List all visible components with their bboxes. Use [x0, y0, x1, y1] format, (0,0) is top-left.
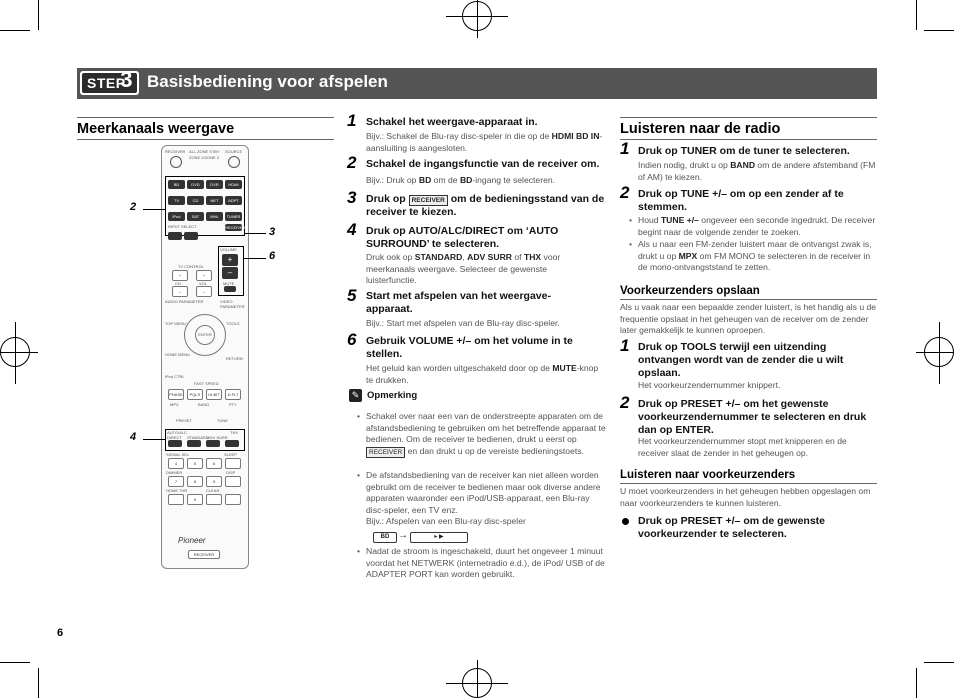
step-4-title: Druk op AUTO/ALC/DIRECT om ‘AUTO SURROUND’ te selecteren. — [366, 225, 559, 250]
remote-btn-tv: TV — [168, 196, 185, 205]
radio-step-2-title: Druk op TUNE +/– om op een zender af te stemmen. — [638, 188, 844, 213]
radio-step-2-bullet-1: Houd TUNE +/– ongeveer een seconde ingedrukt. De receiver begint naar de volgende zender te zoeken. — [638, 215, 876, 237]
remote-btn-tuner: TUNER — [226, 214, 241, 219]
step-2-title: Schakel de ingangsfunctie van de receiver om. — [366, 158, 600, 170]
volume-up-icon: + — [222, 254, 238, 266]
step-1-number: 1 — [347, 111, 357, 130]
remote-label-pty: PTY — [229, 402, 237, 407]
page-title: Basisbediening voor afspelen — [147, 72, 388, 91]
preset-step-1-body: Het voorkeurzendernummer knippert. — [638, 380, 781, 390]
auto-alc-button-icon — [168, 440, 182, 447]
step-word: STEP — [87, 75, 126, 91]
remote-label-disp: DISP — [226, 470, 236, 475]
preset-step-2-number: 2 — [620, 393, 630, 412]
standard-button-icon — [187, 440, 201, 447]
listen-presets-step: Druk op PRESET +/– om de gewenste voorkeurzender te selecteren. — [638, 515, 826, 540]
input-right-icon — [184, 232, 198, 240]
disp-icon — [225, 476, 241, 487]
note-2-example: Bijv.: Afspelen van een Blu-ray disc-speler — [366, 516, 526, 526]
radio-step-2-number: 2 — [620, 183, 630, 202]
enter-small-icon — [225, 494, 241, 505]
remote-label-all-zone: ALL ZONE STBY — [189, 149, 220, 154]
num-9-icon: 9 — [206, 476, 222, 487]
remote-label-dimmer: DIMMER — [166, 470, 183, 475]
remote-label-vol: VOL — [199, 281, 208, 286]
ch-down-icon: – — [172, 286, 188, 297]
num-7-icon: 7 — [168, 476, 184, 487]
step-5-title: Start met afspelen van het weergave-apparaat. — [366, 290, 551, 315]
receiver-key-icon: RECEIVER — [409, 195, 448, 206]
remote-btn-mhl: MHL — [206, 212, 223, 221]
remote-label-signal-sel: SIGNAL SEL — [166, 452, 190, 457]
step-2-body: Bijv.: Druk op BD om de BD-ingang te selecteren. — [366, 175, 556, 185]
step-5-number: 5 — [347, 286, 357, 305]
step-4-number: 4 — [347, 220, 357, 239]
mute-icon — [224, 286, 236, 292]
pioneer-logo: Pioneer — [178, 536, 206, 545]
remote-label-receiver: RECEIVER — [165, 149, 186, 154]
example-play-key-icon: ▸ ▶ — [410, 532, 468, 543]
step-3-number: 3 — [347, 188, 357, 207]
remote-btn-dvr: DVR — [206, 180, 223, 189]
step-3-title: Druk op RECEIVER om de bedieningsstand van de receiver te kiezen. — [366, 193, 605, 218]
adv-surr-button-icon — [206, 440, 220, 447]
remote-btn-hdmi: HDMI — [225, 180, 242, 189]
remote-btn-adpt: ADPT — [225, 196, 242, 205]
note-title: Opmerking — [367, 390, 418, 401]
example-bd-key-icon: BD — [373, 532, 397, 543]
preset-step-2-body: Het voorkeurzendernummer stopt met knipperen en de receiver slaat de zender in het geheugen op. — [638, 436, 847, 458]
preset-step-1-title: Druk op TOOLS terwijl een uitzending ontvangen wordt van de zender die u wilt opslaan. — [638, 341, 844, 379]
multichannel-heading: Meerkanaals weergave — [77, 121, 235, 137]
volume-down-icon: – — [222, 267, 238, 279]
remote-btn-net: NET — [206, 196, 223, 205]
remote-label-ch: CH — [175, 281, 181, 286]
step-6-body: Het geluid kan worden uitgeschakeld door op de MUTE-knop te drukken. — [366, 363, 599, 385]
num-6-icon: 6 — [206, 458, 222, 469]
enter-icon: ENTER — [195, 325, 215, 345]
remote-label-source: SOURCE — [225, 149, 243, 154]
radio-heading: Luisteren naar de radio — [620, 121, 781, 137]
power-icon — [170, 156, 182, 168]
clear-icon — [206, 494, 222, 505]
radio-step-1-number: 1 — [620, 139, 630, 158]
step-2-number: 2 — [347, 153, 357, 172]
remote-label-clear: CLEAR — [206, 488, 220, 493]
remote-label-return: RETURN — [226, 356, 243, 361]
remote-label-home-thr: HOME THR — [166, 488, 188, 493]
remote-label-band: BAND — [198, 402, 210, 407]
num-4-icon: 4 — [168, 458, 184, 469]
remote-btn-phase: PHASE — [168, 389, 184, 400]
remote-label-standard: STANDARD — [187, 435, 209, 440]
radio-step-1-title: Druk op TUNER om de tuner te selecteren. — [638, 145, 850, 157]
presets-heading: Voorkeurzenders opslaan — [620, 285, 760, 297]
preset-step-2-title: Druk op PRESET +/– om het gewenste voorkeurzendernummer te selecteren en druk dan op ENTER. — [638, 398, 867, 436]
callout-3: 3 — [269, 226, 276, 238]
remote-btn-bd: BD — [168, 180, 185, 189]
remote-btn-receiver-bottom: RECEIVER — [188, 550, 220, 559]
header-bar — [77, 68, 877, 99]
radio-step-1-body: Indien nodig, drukt u op BAND om de andere afstemband (FM of AM) te kiezen. — [638, 160, 876, 182]
remote-label-fast-speed: FAST SPEED — [194, 381, 219, 386]
remote-control-illustration — [161, 145, 249, 569]
note-1: Schakel over naar een van de onderstreepte apparaten om de afstandsbediening te gebruiken om het betreffende apparaat te bedienen. Om de receiver te bedienen, drukt u eerst op RECEIVER en dan drukt u op de vereiste bedieningstoets. — [366, 411, 606, 456]
step-4-body: Druk ook op STANDARD, ADV SURR of THX voor meerkanaals weergave. Selecteer de gewenste luisterfunctie. — [366, 252, 561, 285]
remote-label-tune: TUNE — [217, 418, 228, 423]
step-6-title: Gebruik VOLUME +/– om het volume in te stellen. — [366, 335, 573, 360]
remote-label-mute: MUTE — [223, 281, 235, 286]
remote-label-audio-param: AUDIO PARAMETER — [165, 299, 204, 304]
note-pencil-icon: ✎ — [349, 389, 362, 402]
remote-btn-receiver: RECEIVER — [225, 225, 246, 230]
remote-btn-pqls: PQLS — [187, 389, 203, 400]
presets-body: Als u vaak naar een bepaalde zender luistert, is het handig als u de frequentie opslaat in het geheugen van de receiver om de zender later gemakkelijk te kunnen oproepen. — [620, 302, 877, 335]
remote-label-tv-control: TV CONTROL — [178, 264, 204, 269]
dimmer-icon — [225, 458, 241, 469]
source-power-icon — [228, 156, 240, 168]
input-left-icon — [168, 232, 182, 240]
remote-label-top-menu: TOP MENU — [165, 321, 186, 326]
remote-label-home-menu: HOME MENU — [165, 352, 190, 357]
remote-label-ipod-ctrl: iPod CTRL — [165, 374, 185, 379]
remote-label-auto-alc: AUTO/ALC DIRECT — [167, 430, 187, 440]
example-arrow-icon: → — [398, 530, 408, 541]
step-number: 3 — [120, 67, 133, 92]
preset-step-1-number: 1 — [620, 336, 630, 355]
vol-up-icon: + — [196, 270, 212, 281]
ch-up-icon: + — [172, 270, 188, 281]
remote-label-thx: THX — [230, 430, 238, 435]
vol-down-icon: – — [196, 286, 212, 297]
num-8-icon: 8 — [187, 476, 203, 487]
listen-presets-heading: Luisteren naar voorkeurzenders — [620, 469, 796, 481]
thx-button-icon — [225, 440, 239, 447]
num-0-icon: 0 — [187, 494, 203, 505]
remote-label-input-select: INPUT SELECT — [168, 224, 197, 229]
step-badge — [80, 67, 139, 95]
radio-step-2-bullet-2: Als u naar een FM-zender luistert maar de ontvangst zwak is, drukt u op MPX om FM MONO te selecteren in de receiver in de mono-ontvangststand te zetten. — [638, 239, 872, 272]
step-5-body: Bijv.: Start met afspelen van de Blu-ray disc-speler. — [366, 318, 560, 328]
remote-label-tools: TOOLS — [226, 321, 240, 326]
remote-btn-cd: CD — [187, 196, 204, 205]
receiver-key-icon-2: RECEIVER — [366, 447, 405, 458]
callout-6: 6 — [269, 250, 276, 262]
remote-btn-dvd: DVD — [187, 180, 204, 189]
step-1-title: Schakel het weergave-apparaat in. — [366, 116, 538, 128]
note-3: Nadat de stroom is ingeschakeld, duurt het ongeveer 1 minuut voordat het NETWERK (internetradio e.d.), de iPod/ USB of de ADAPTER PORT kan worden gebruikt. — [366, 546, 605, 579]
remote-label-zone: ZONE 2/ZONE 3 — [189, 155, 220, 160]
listen-presets-body: U moet voorkeurzenders in het geheugen hebben opgeslagen om naar voorkeurzenders te kunnen luisteren. — [620, 486, 871, 508]
remote-label-sleep: SLEEP — [224, 452, 237, 457]
num-autoset-icon — [168, 494, 184, 505]
note-2: De afstandsbediening van de receiver kan niet alleen worden gebruikt om de receiver te bedienen maar ook diverse andere apparaten waaronder een iPod/USB-apparaat, een Blu-ray disc-speler, een TV enz. — [366, 470, 601, 515]
step-6-number: 6 — [347, 330, 357, 349]
page-number: 6 — [57, 627, 64, 639]
remote-label-volume: VOLUME — [220, 247, 237, 252]
remote-btn-hibit: HI-BIT — [206, 389, 222, 400]
callout-2: 2 — [130, 201, 137, 213]
remote-btn-dflt: D.FLT — [225, 389, 241, 400]
remote-label-adv-surr: ADV SURR — [207, 435, 228, 440]
callout-4: 4 — [130, 431, 137, 443]
remote-btn-ipod: iPod — [168, 212, 185, 221]
step-1-body: Bijv.: Schakel de Blu-ray disc-speler in die op de HDMI BD IN-aansluiting is aangesloten. — [366, 131, 603, 153]
remote-label-preset: PRESET — [176, 418, 193, 423]
num-5-icon: 5 — [187, 458, 203, 469]
remote-label-mpx: MPX — [170, 402, 179, 407]
step-bullet-icon — [622, 518, 629, 525]
remote-btn-sat: SAT — [187, 212, 204, 221]
remote-label-video-param: VIDEO PARAMETER — [220, 299, 245, 309]
